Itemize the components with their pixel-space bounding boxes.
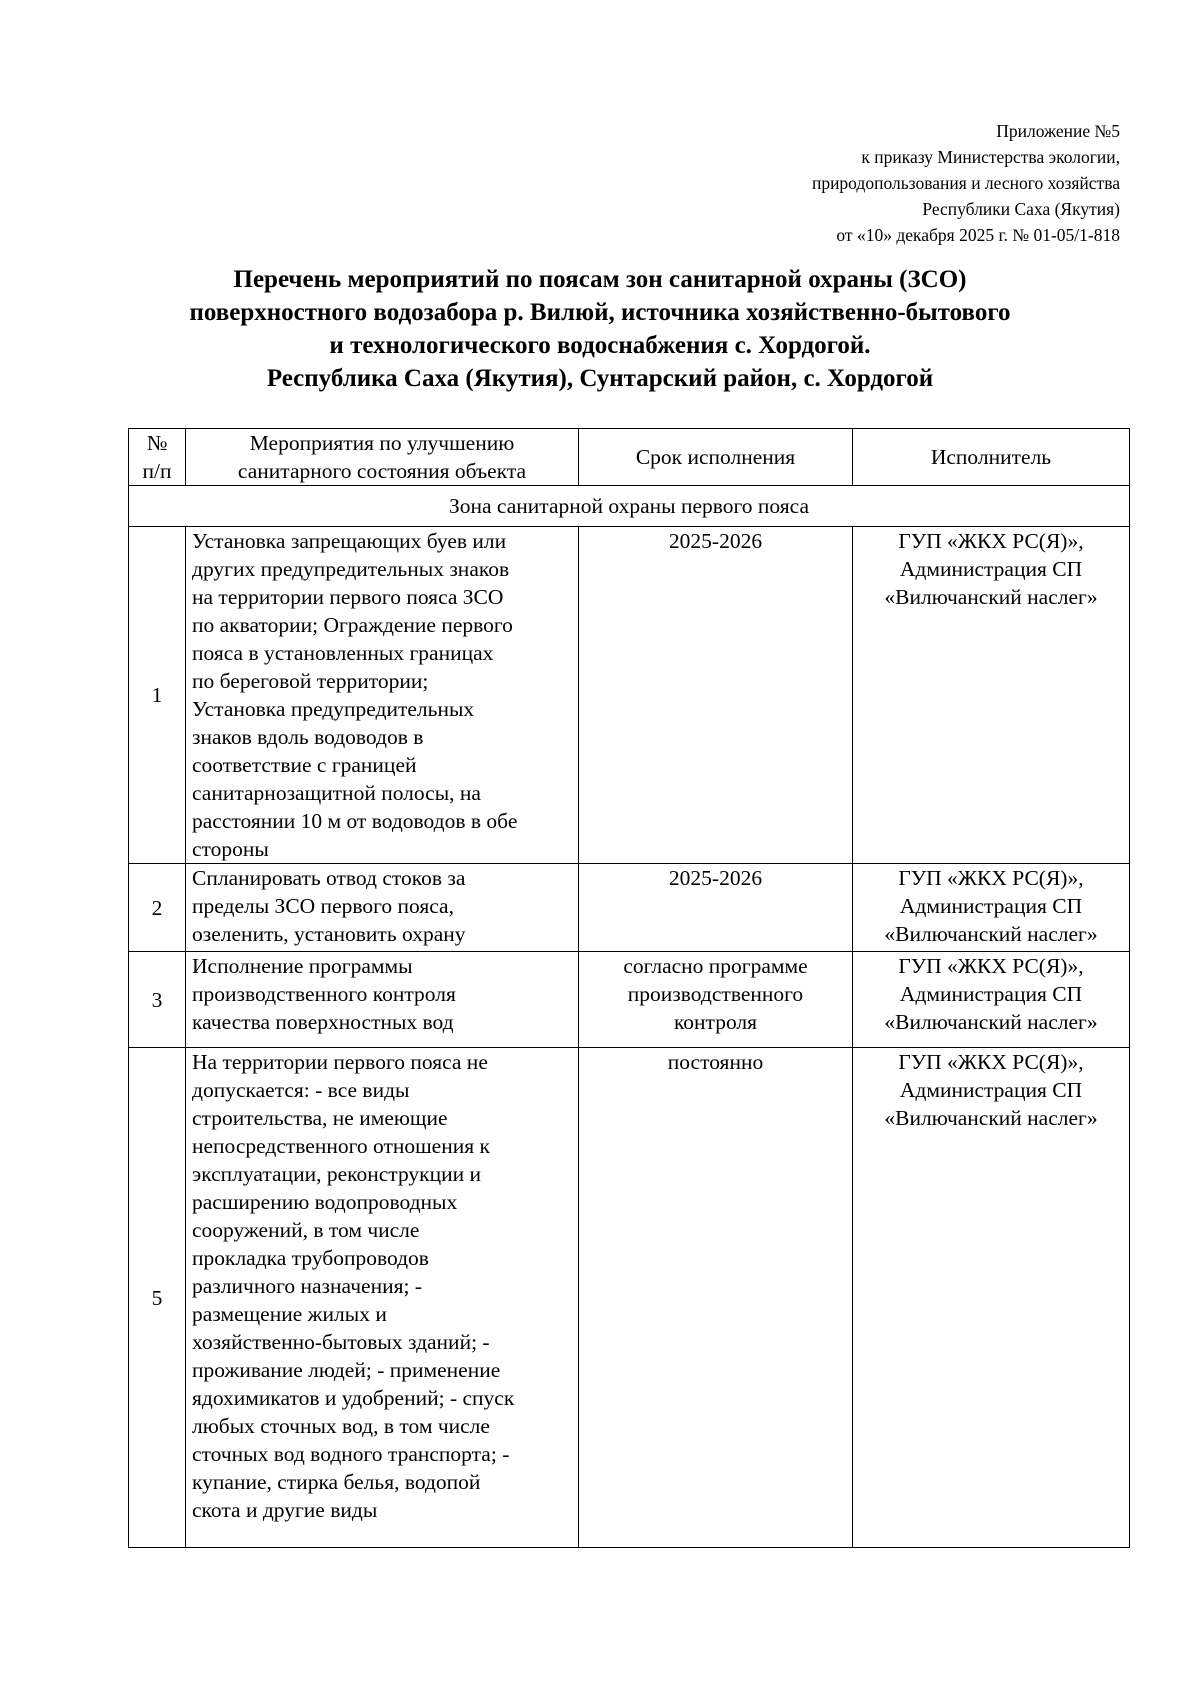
header-num-line: п/п — [142, 459, 172, 483]
term-cell-line: согласно программе — [623, 954, 808, 978]
term-cell — [579, 527, 853, 864]
measure-cell-line: На территории первого пояса не — [192, 1050, 488, 1074]
measure-cell-line: сточных вод водного транспорта; - — [192, 1442, 510, 1466]
measure-cell-line: санитарнозащитной полосы, на — [192, 781, 481, 805]
executor-cell — [853, 1048, 1130, 1548]
measure-cell-line: сооружений, в том числе — [192, 1218, 420, 1242]
measure-cell-line: Исполнение программы — [192, 954, 413, 978]
executor-cell-line: Администрация СП — [899, 1078, 1083, 1102]
document-title — [0, 263, 1200, 395]
row-number: 3 — [129, 952, 186, 1048]
term-cell-line: 2025-2026 — [668, 866, 763, 890]
measure-cell-line: Спланировать отвод стоков за — [192, 866, 466, 890]
measure-cell-line: Установка запрещающих буев или — [192, 529, 507, 553]
row-number: 2 — [129, 864, 186, 952]
measure-cell-line: на территории первого пояса ЗСО — [192, 585, 504, 609]
header-term — [579, 429, 853, 486]
header-executor-line: Исполнитель — [930, 445, 1052, 469]
table-row — [129, 1048, 1130, 1548]
measure-cell-line: любых сточных вод, в том числе — [192, 1414, 490, 1438]
header-measure-line: Мероприятия по улучшению — [249, 431, 515, 455]
measure-cell-line: по береговой территории; — [192, 669, 429, 693]
measure-cell-line: купание, стирка белья, водопой — [192, 1470, 481, 1494]
executor-cell-line: ГУП «ЖКХ РС(Я)», — [898, 866, 1084, 890]
measure-cell-line: размещение жилых и — [192, 1302, 387, 1326]
measure-cell-line: знаков вдоль водоводов в — [192, 725, 424, 749]
term-cell — [579, 952, 853, 1048]
title-line: Республика Саха (Якутия), Сунтарский район, с. Хордогой — [266, 365, 934, 392]
measures-table — [128, 428, 1130, 1548]
table-body — [129, 486, 1130, 1548]
measure-cell-line: озеленить, установить охрану — [192, 922, 466, 946]
executor-cell — [853, 527, 1130, 864]
measure-cell-line: непосредственного отношения к — [192, 1134, 490, 1158]
measure-cell — [186, 864, 579, 952]
measure-cell-line: эксплуатации, реконструкции и — [192, 1162, 482, 1186]
term-cell-line: постоянно — [667, 1050, 764, 1074]
measure-cell-line: различного назначения; - — [192, 1274, 422, 1298]
measure-cell-line: соответствие с границей — [192, 753, 417, 777]
header-num — [129, 429, 186, 486]
measure-cell-line: строительства, не имеющие — [192, 1106, 448, 1130]
appendix-line: природопользования и лесного хозяйства — [811, 173, 1120, 193]
measure-cell-line: других предупредительных знаков — [192, 557, 510, 581]
measure-cell-line: расширению водопроводных — [192, 1190, 458, 1214]
appendix-line: от «10» декабря 2025 г. № 01-05/1-818 — [836, 225, 1120, 245]
title-line: поверхностного водозабора р. Вилюй, источника хозяйственно-бытового — [189, 299, 1011, 326]
title-line: Перечень мероприятий по поясам зон санитарной охраны (ЗСО) — [233, 266, 967, 293]
measure-cell-line: хозяйственно-бытовых зданий; - — [192, 1330, 490, 1354]
table-row — [129, 527, 1130, 864]
term-cell — [579, 1048, 853, 1548]
measure-cell-line: проживание людей; - применение — [192, 1358, 501, 1382]
header-measure — [186, 429, 579, 486]
executor-cell-line: Администрация СП — [899, 982, 1083, 1006]
measure-cell-line: расстоянии 10 м от водоводов в обе — [192, 809, 518, 833]
measure-cell — [186, 527, 579, 864]
row-number: 1 — [129, 527, 186, 864]
appendix-line: к приказу Министерства экологии, — [861, 147, 1120, 167]
term-cell-line: 2025-2026 — [668, 529, 763, 553]
zone-row — [129, 486, 1130, 527]
measure-cell-line: ядохимикатов и удобрений; - спуск — [192, 1386, 515, 1410]
executor-cell-line: «Вилючанский наслег» — [884, 1106, 1098, 1130]
measure-cell-line: качества поверхностных вод — [192, 1010, 454, 1034]
table-row — [129, 864, 1130, 952]
executor-cell — [853, 864, 1130, 952]
measure-cell-line: скота и другие виды — [192, 1498, 378, 1522]
executor-cell-line: ГУП «ЖКХ РС(Я)», — [898, 529, 1084, 553]
title-line: и технологического водоснабжения с. Хордогой. — [329, 332, 871, 359]
table-header-row — [129, 429, 1130, 486]
term-cell-line: контроля — [673, 1010, 758, 1034]
term-cell-line: производственного — [627, 982, 804, 1006]
appendix-line: Республики Саха (Якутия) — [922, 199, 1120, 219]
header-executor — [853, 429, 1130, 486]
header-num-line: № — [146, 431, 168, 455]
executor-cell-line: ГУП «ЖКХ РС(Я)», — [898, 954, 1084, 978]
executor-cell-line: «Вилючанский наслег» — [884, 922, 1098, 946]
executor-cell — [853, 952, 1130, 1048]
appendix-block — [560, 118, 1120, 248]
measure-cell — [186, 1048, 579, 1548]
measure-cell-line: допускается: - все виды — [192, 1078, 410, 1102]
executor-cell-line: «Вилючанский наслег» — [884, 585, 1098, 609]
zone-title: Зона санитарной охраны первого пояса — [129, 486, 1130, 527]
appendix-line: Приложение №5 — [996, 121, 1120, 141]
measure-cell-line: пределы ЗСО первого пояса, — [192, 894, 454, 918]
measure-cell-line: пояса в установленных границах — [192, 641, 494, 665]
header-measure-line: санитарного состояния объекта — [237, 459, 527, 483]
executor-cell-line: Администрация СП — [899, 557, 1083, 581]
term-cell — [579, 864, 853, 952]
executor-cell-line: Администрация СП — [899, 894, 1083, 918]
measure-cell-line: стороны — [192, 837, 269, 861]
header-term-line: Срок исполнения — [635, 445, 796, 469]
measure-cell-line: производственного контроля — [192, 982, 456, 1006]
measure-cell — [186, 952, 579, 1048]
measure-cell-line: Установка предупредительных — [192, 697, 475, 721]
measure-cell-line: по акватории; Ограждение первого — [192, 613, 513, 637]
row-number: 5 — [129, 1048, 186, 1548]
executor-cell-line: ГУП «ЖКХ РС(Я)», — [898, 1050, 1084, 1074]
measure-cell-line: прокладка трубопроводов — [192, 1246, 429, 1270]
table-row — [129, 952, 1130, 1048]
executor-cell-line: «Вилючанский наслег» — [884, 1010, 1098, 1034]
